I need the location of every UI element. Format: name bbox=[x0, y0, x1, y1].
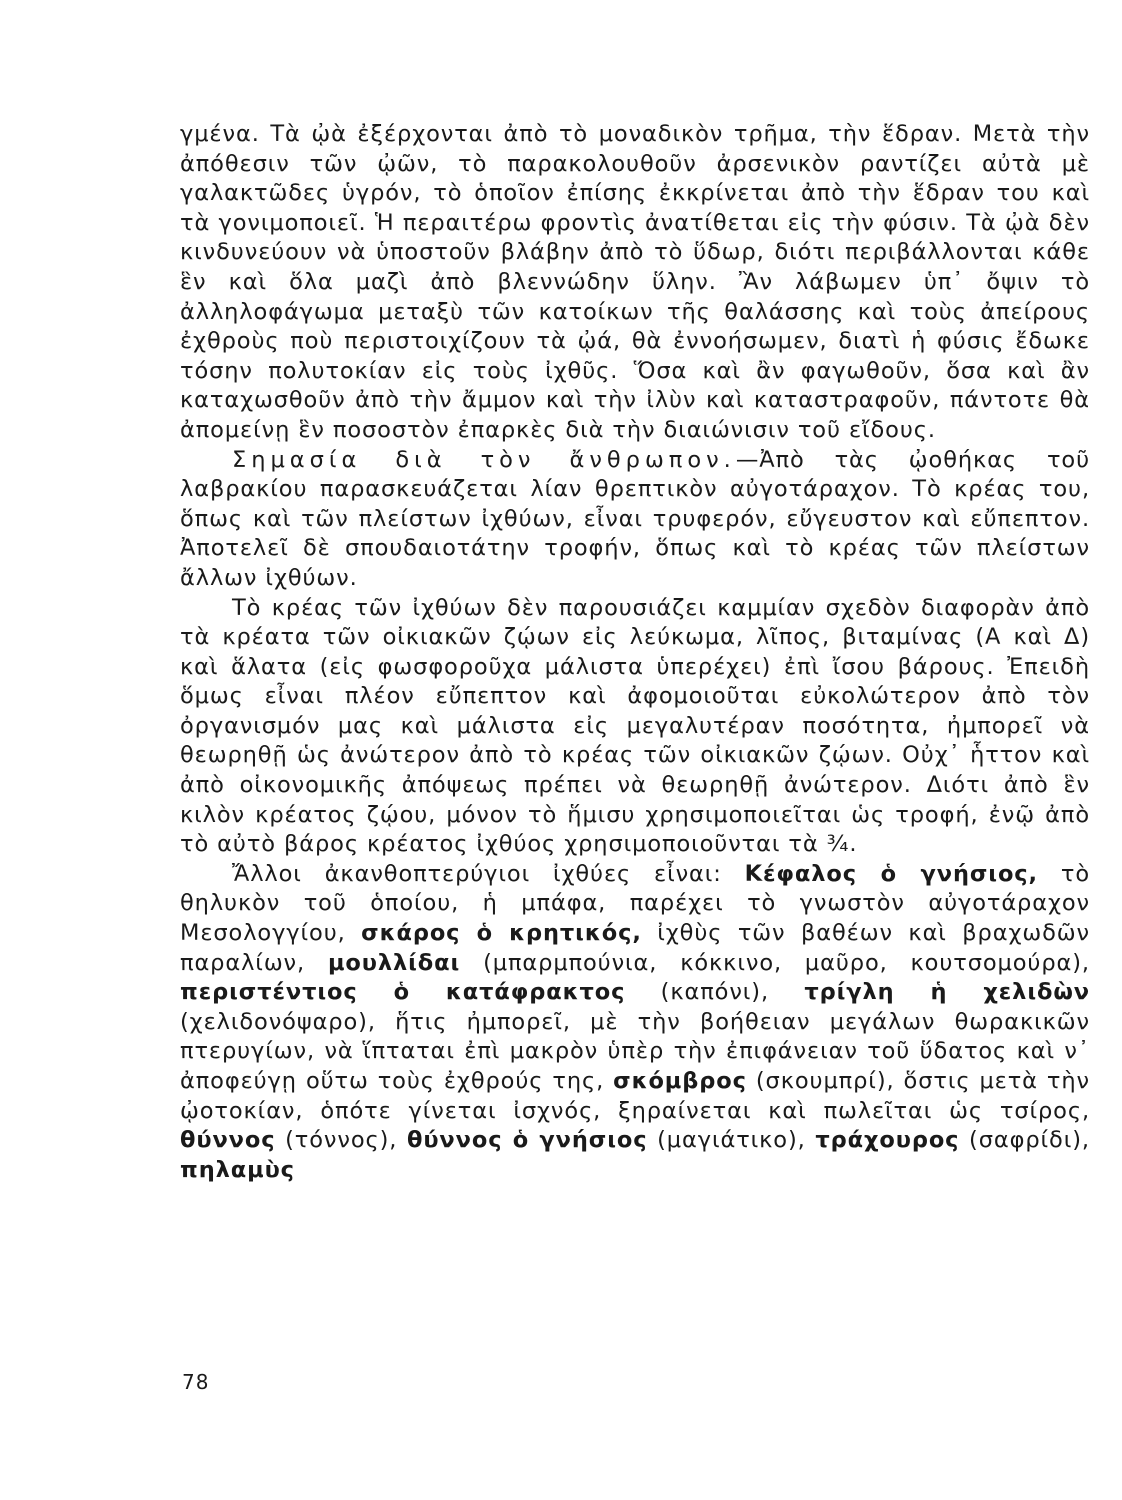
text-run: (χελιδονόψαρο), ἥτις ἠμπορεῖ, μὲ τὴν βοήθειαν μεγάλων θωρακικῶν πτερυγίων, νὰ ἵπταται ἐπὶ μακρὸν ὑπὲρ τὴν ἐπιφάνειαν τοῦ ὕδατος καὶ ν᾽ ἀποφεύγῃ οὕτω τοὺς ἐχθρούς της, bbox=[180, 1008, 1090, 1094]
body-text bbox=[180, 120, 1090, 1185]
page-number: 78 bbox=[182, 1370, 210, 1394]
bold-term: Κέφαλος ὁ γνήσιος, bbox=[744, 860, 1038, 887]
text-run: (μπαρμπούνια, κόκκινο, μαῦρο, κουτσομούρα), bbox=[460, 949, 1090, 976]
paragraph-3 bbox=[180, 594, 1090, 860]
text-run: γμένα. Τὰ ᾠὰ ἐξέρχονται ἀπὸ τὸ μοναδικὸν τρῆμα, τὴν ἕδραν. Μετὰ τὴν ἀπόθεσιν τῶν ᾠῶν, τὸ παρακολουθοῦν ἀρσενικὸν ραντίζει αὐτὰ μὲ γαλακτῶδες ὑγρόν, τὸ ὁποῖον ἐπίσης ἐκκρίνεται ἀπὸ τὴν ἕδραν του καὶ τὰ γονιμοποιεῖ. Ἡ περαιτέρω φροντὶς ἀνατίθεται εἰς τὴν φύσιν. Τὰ ᾠὰ δὲν κινδυνεύουν νὰ ὑποστοῦν βλάβην ἀπὸ τὸ ὕδωρ, διότι περιβάλλονται κάθε ἓν καὶ ὅλα μαζὶ ἀπὸ βλεννώδην ὕλην. Ἂν λάβωμεν ὑπ᾽ ὄψιν τὸ ἀλληλοφάγωμα μεταξὺ τῶν κατοίκων τῆς θαλάσσης καὶ τοὺς ἀπείρους ἐχθροὺς ποὺ περιστοιχίζουν τὰ ᾠά, θὰ ἐννοήσωμεν, διατὶ ἡ φύσις ἔδωκε τόσην πολυτοκίαν εἰς τοὺς ἰχθῦς. Ὅσα καὶ ἂν φαγωθοῦν, ὅσα καὶ ἂν καταχωσθοῦν ἀπὸ τὴν ἄμμον καὶ τὴν ἰλὺν καὶ καταστραφοῦν, πάντοτε θὰ ἀπομείνῃ ἓν ποσοστὸν ἐπαρκὲς διὰ τὴν διαιώνισιν τοῦ εἴδους. bbox=[180, 121, 1090, 443]
text-run: ἰχθὺς τῶν βαθέων καὶ βραχωδῶν παραλίων, bbox=[180, 920, 1090, 976]
bold-term: τρίγλη ἡ χελιδὼν bbox=[804, 979, 1091, 1006]
text-run: τὸ θηλυκὸν τοῦ ὁποίου, ἡ μπάφα, παρέχει τὸ γνωστὸν αὐγοτάραχον Μεσολογγίου, bbox=[180, 860, 1090, 947]
paragraph-2 bbox=[180, 446, 1090, 594]
bold-term: θύννος bbox=[180, 1127, 276, 1154]
text-run: —Ἀπὸ τὰς ᾠοθήκας τοῦ λαβρακίου παρασκευάζεται λίαν θρεπτικὸν αὐγοτάραχον. Τὸ κρέας του, ὅπως καὶ τῶν πλείστων ἰχθύων, εἶναι τρυφερόν, εὔγευστον καὶ εὔπεπτον. Ἀποτελεῖ δὲ σπουδαιοτάτην τροφήν, ὅπως καὶ τὸ κρέας τῶν πλείστων ἄλλων ἰχθύων. bbox=[180, 446, 1090, 591]
text-run: (καπόνι), bbox=[625, 979, 805, 1006]
bold-term: θύννος ὁ γνήσιος bbox=[406, 1127, 648, 1154]
text-run: (σαφρίδι), bbox=[959, 1127, 1090, 1154]
bold-term: σκάρος ὁ κρητικός, bbox=[361, 920, 642, 947]
text-run: Τὸ κρέας τῶν ἰχθύων δὲν παρουσιάζει καμμίαν σχεδὸν διαφορὰν ἀπὸ τὰ κρέατα τῶν οἰκιακῶν ζῴων εἰς λεύκωμα, λῖπος, βιταμίνας (Α καὶ Δ) καὶ ἅλατα (εἰς φωσφοροῦχα μάλιστα ὑπερέχει) ἐπὶ ἴσου βάρους. Ἐπειδὴ ὅμως εἶναι πλέον εὔπεπτον καὶ ἀφομοιοῦται εὐκολώτερον ἀπὸ τὸν ὀργανισμόν μας καὶ μάλιστα εἰς μεγαλυτέραν ποσότητα, ἠμπορεῖ νὰ θεωρηθῇ ὡς ἀνώτερον ἀπὸ τὸ κρέας τῶν οἰκιακῶν ζῴων. Οὐχ᾽ ἧττον καὶ ἀπὸ οἰκονομικῆς ἀπόψεως πρέπει νὰ θεωρηθῇ ἀνώτερον. Διότι ἀπὸ ἓν κιλὸν κρέατος ζῴου, μόνον τὸ ἥμισυ χρησιμοποιεῖται ὡς τροφή, ἐνῷ ἀπὸ τὸ αὐτὸ βάρος κρέατος ἰχθύος χρησιμοποιοῦνται τὰ ¾. bbox=[180, 594, 1090, 858]
bold-term: τράχουρος bbox=[815, 1127, 960, 1154]
text-run: (σκουμπρί), ὅστις μετὰ τὴν ᾠοτοκίαν, ὁπότε γίνεται ἰσχνός, ξηραίνεται καὶ πωλεῖται ὡς τσίρος, bbox=[180, 1068, 1090, 1124]
bold-term: περιστέντιος ὁ κατάφρακτος bbox=[180, 979, 626, 1006]
text-run: (τόννος), bbox=[275, 1127, 407, 1154]
section-heading: Σημασία διὰ τὸν ἄνθρωπον. bbox=[232, 446, 736, 473]
text-run: Ἄλλοι ἀκανθοπτερύγιοι ἰχθύες εἶναι: bbox=[232, 860, 745, 887]
bold-term: σκόμβρος bbox=[613, 1068, 747, 1094]
bold-term: μουλλίδαι bbox=[327, 949, 461, 976]
bold-term: πηλαμὺς bbox=[180, 1156, 295, 1183]
paragraph-1 bbox=[180, 120, 1090, 446]
paragraph-4 bbox=[180, 860, 1090, 1186]
text-run: (μαγιάτικο), bbox=[647, 1127, 816, 1154]
